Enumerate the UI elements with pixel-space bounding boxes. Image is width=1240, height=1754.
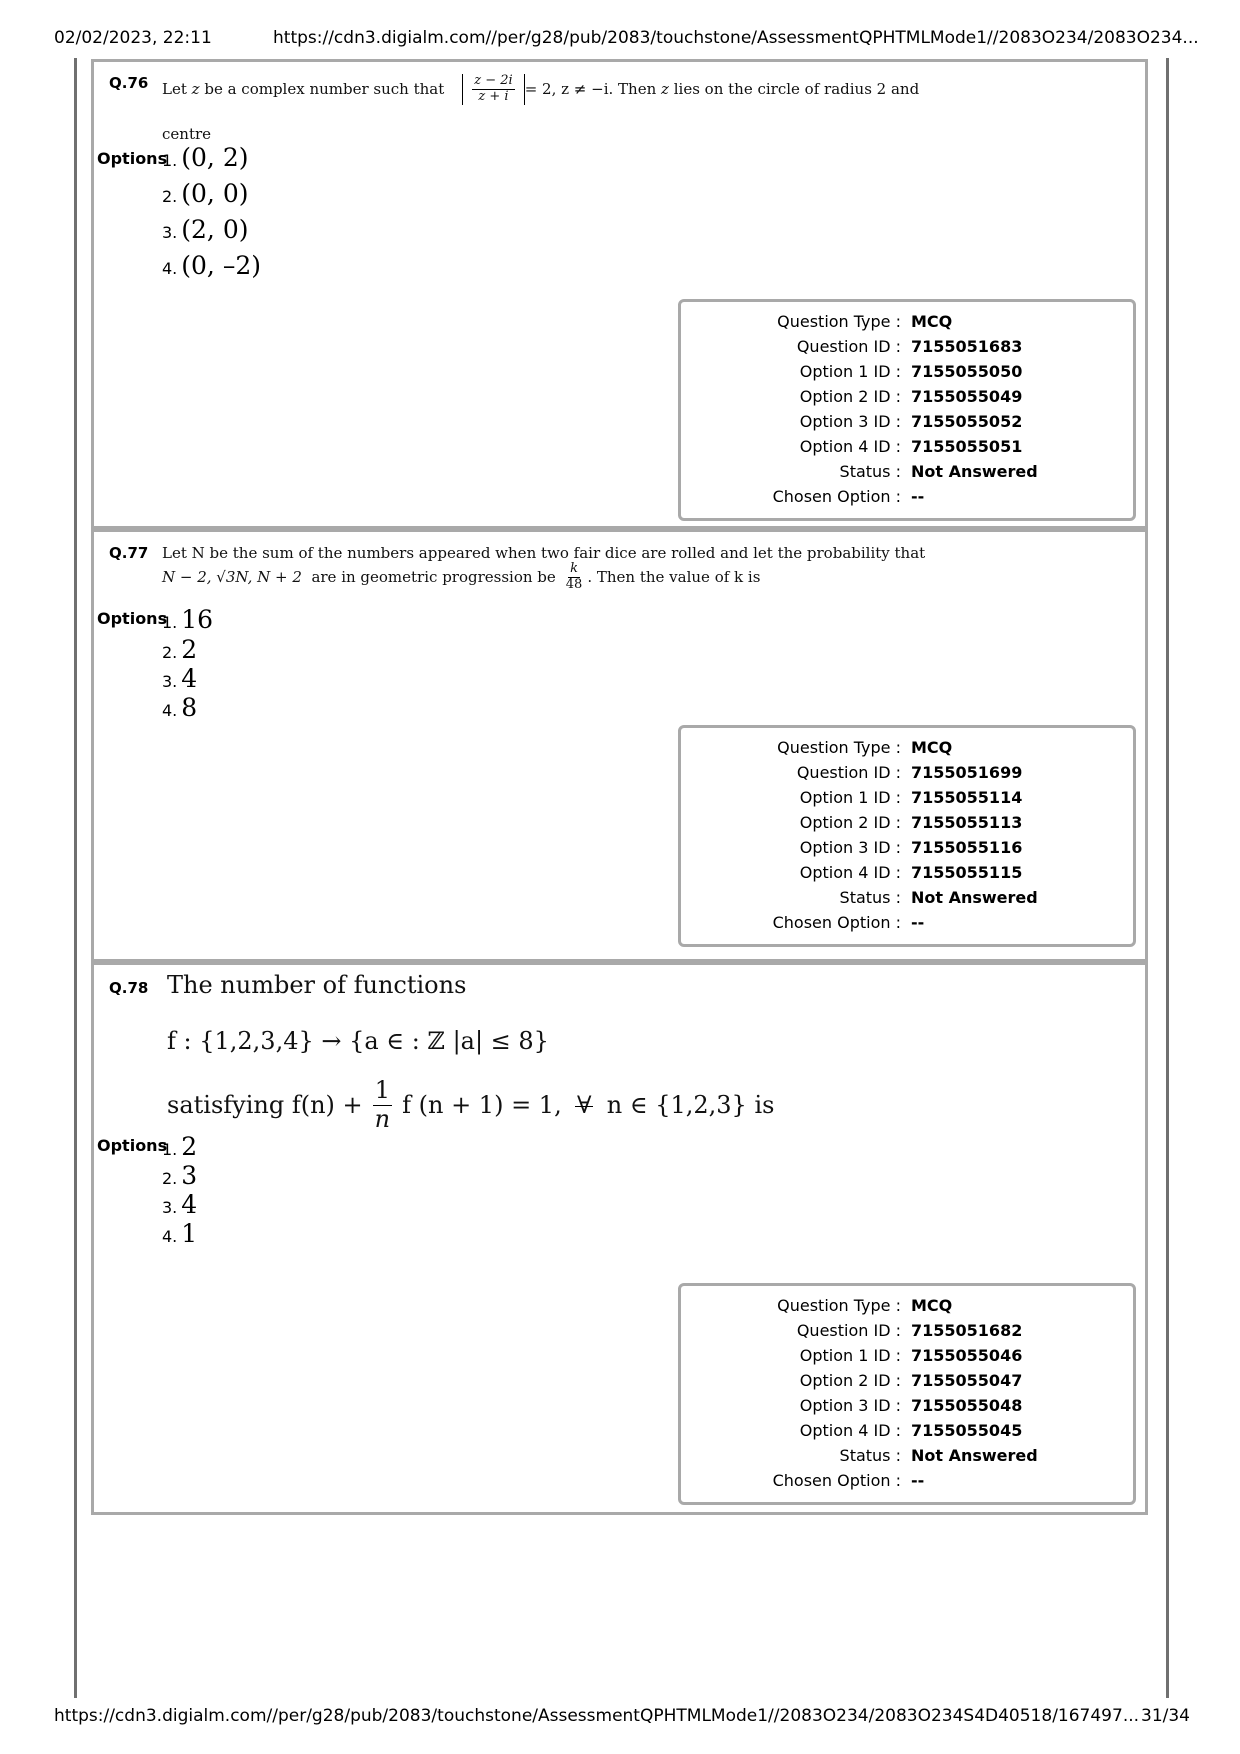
question-text	[162, 74, 919, 105]
option-1: 1. 16	[162, 605, 214, 634]
question-block-77	[91, 529, 1148, 962]
option-4: 4. (0, –2)	[162, 251, 261, 280]
fraction-numerator: z − 2i	[474, 73, 513, 88]
chosen-option-value: --	[911, 487, 925, 506]
question-block-78	[91, 962, 1148, 1515]
options-label: Options	[97, 149, 168, 168]
question-text-line2	[162, 562, 760, 593]
status-value: Not Answered	[911, 1446, 1038, 1465]
question-id: 7155051699	[911, 763, 1023, 782]
option-1-id: 7155055114	[911, 788, 1023, 807]
text-fragment: lies on the circle of radius 2 and	[673, 80, 920, 99]
option-2-id: 7155055113	[911, 813, 1023, 832]
option-2-id: 7155055049	[911, 387, 1023, 406]
text-fragment: f (n + 1) = 1,	[402, 1091, 562, 1120]
status-value: Not Answered	[911, 462, 1038, 481]
fraction-denominator: 48	[565, 576, 583, 592]
footer-url: https://cdn3.digialm.com//per/g28/pub/2083/touchstone/AssessmentQPHTMLMode1//2083O234/2083O234S4D40518/167497...	[54, 1706, 1140, 1726]
question-type: MCQ	[911, 312, 953, 331]
option-4: 4. 1	[162, 1219, 198, 1248]
option-3-id: 7155055052	[911, 412, 1023, 431]
question-meta-box: Question Type : MCQ Question ID : 7155051683 Option 1 ID : 7155055050 Option 2 ID : 7155055049 Option 3 ID : 7155055052 Option 4 ID : 7155055051 Status : Not Answered Chosen Option : --	[678, 299, 1136, 521]
question-number: Q.78	[109, 979, 149, 997]
header-url: https://cdn3.digialm.com//per/g28/pub/2083/touchstone/AssessmentQPHTMLMode1//2083O234/2083O234...	[273, 28, 1199, 48]
text-fragment: be a complex number such that	[204, 80, 445, 99]
option-1-id: 7155055046	[911, 1346, 1023, 1365]
text-fragment: n ∈ {1,2,3} is	[606, 1091, 775, 1120]
option-3: 3. 4	[162, 664, 198, 693]
text-fragment: Let	[162, 80, 187, 99]
modulus-expression	[462, 74, 524, 105]
option-2: 2. (0, 0)	[162, 179, 249, 208]
question-type: MCQ	[911, 738, 953, 757]
question-block-76	[91, 59, 1148, 529]
option-1: 1. 2	[162, 1132, 198, 1161]
question-meta-box: Question Type : MCQ Question ID : 7155051699 Option 1 ID : 7155055114 Option 2 ID : 7155055113 Option 3 ID : 7155055116 Option 4 ID : 7155055115 Status : Not Answered Chosen Option : --	[678, 725, 1136, 947]
fraction-denominator: z + i	[478, 88, 509, 104]
right-border-line	[1166, 58, 1169, 1698]
option-3-id: 7155055116	[911, 838, 1023, 857]
question-text-line2: centre	[162, 125, 212, 143]
status-value: Not Answered	[911, 888, 1038, 907]
question-type: MCQ	[911, 1296, 953, 1315]
text-fragment: satisfying f(n) +	[167, 1091, 363, 1120]
option-2-id: 7155055047	[911, 1371, 1023, 1390]
question-id: 7155051683	[911, 337, 1023, 356]
chosen-option-value: --	[911, 1471, 925, 1490]
math-variable: z	[191, 80, 200, 99]
forall-symbol: ∀	[576, 1091, 592, 1120]
question-meta-box: Question Type : MCQ Question ID : 7155051682 Option 1 ID : 7155055046 Option 2 ID : 7155055047 Option 3 ID : 7155055048 Option 4 ID : 7155055045 Status : Not Answered Chosen Option : --	[678, 1283, 1136, 1505]
fraction-denominator: n	[374, 1104, 391, 1133]
question-number: Q.77	[109, 544, 149, 562]
gp-terms: N − 2, √3N, N + 2	[162, 568, 302, 587]
option-2: 2. 2	[162, 635, 198, 664]
question-number: Q.76	[109, 74, 149, 92]
question-id: 7155051682	[911, 1321, 1023, 1340]
chosen-option-value: --	[911, 913, 925, 932]
option-4-id: 7155055051	[911, 437, 1023, 456]
option-3: 3. (2, 0)	[162, 215, 249, 244]
math-variable: z	[661, 80, 669, 99]
question-text: Let N be the sum of the numbers appeared when two fair dice are rolled and let the probability that	[162, 544, 926, 562]
print-date: 02/02/2023, 22:11	[54, 28, 212, 48]
condition-text: = 2, z ≠ −i	[524, 80, 609, 99]
options-label: Options	[97, 1136, 168, 1155]
question-text-line2: f : {1,2,3,4} → {a ∈ : ℤ |a| ≤ 8}	[167, 1027, 549, 1055]
option-3: 3. 4	[162, 1190, 198, 1219]
text-fragment: . Then	[608, 80, 657, 99]
left-border-line	[74, 58, 77, 1698]
text-fragment: are in geometric progression be	[311, 568, 556, 587]
page-number: 31/34	[1141, 1706, 1190, 1726]
question-text-line3	[167, 1077, 774, 1133]
fraction-numerator: 1	[374, 1076, 391, 1104]
options-label: Options	[97, 609, 168, 628]
text-fragment: . Then the value of k is	[587, 568, 761, 587]
question-text: The number of functions	[167, 971, 467, 999]
fraction-numerator: k	[570, 561, 578, 576]
option-1-id: 7155055050	[911, 362, 1023, 381]
option-3-id: 7155055048	[911, 1396, 1023, 1415]
option-4: 4. 8	[162, 693, 198, 722]
option-1: 1. (0, 2)	[162, 143, 249, 172]
option-4-id: 7155055045	[911, 1421, 1023, 1440]
option-4-id: 7155055115	[911, 863, 1023, 882]
option-2: 2. 3	[162, 1161, 198, 1190]
